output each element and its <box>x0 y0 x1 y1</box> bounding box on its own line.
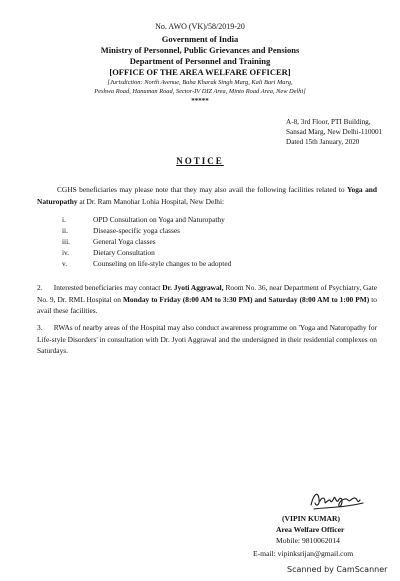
list-item: OPD Consultation on Yoga and Naturopathy <box>93 215 225 224</box>
department-heading: Department of Personnel and Training <box>129 56 271 66</box>
timings-text: Monday to Friday (8:00 AM to 3:30 PM) and Saturday (8:00 AM to 1:00 PM) <box>122 294 370 304</box>
office-heading: [OFFICE OF THE AREA WELFARE OFFICER] <box>109 67 291 77</box>
intro-bold-text: Yoga and Naturopathy <box>37 185 377 206</box>
notice-date: Dated 15th January, 2020 <box>286 138 360 146</box>
paragraph-3 <box>37 322 377 357</box>
intro-paragraph <box>37 184 377 207</box>
para3-text: RWAs of nearby areas of the Hospital may also conduct awareness programme on 'Yoga and Naturopathy for Life-style Disorders' in consultation with Dr. Jyoti Aggrawal and the undersigned in their residential complexes on Saturdays. <box>37 323 377 355</box>
notice-title: NOTICE <box>176 156 224 166</box>
list-item-number: i. <box>62 215 66 224</box>
list-item-number: iii. <box>62 237 71 246</box>
address-line-2: Sansad Marg, New Delhi-110001 <box>286 128 383 136</box>
list-item: Counseling on life-style changes to be adopted <box>93 259 232 268</box>
contact-name: Dr. Jyoti Aggrawal, <box>162 283 224 292</box>
intro-text-1: CGHS beneficiaries may please note that they may also avail the following facilities related to <box>57 185 348 194</box>
paragraph-number: 2. <box>37 283 43 292</box>
signatory-name: (VIPIN KUMAR) <box>282 514 340 523</box>
list-item: Dietary Consultation <box>93 248 155 257</box>
para2-text-2: Room No. 36, near Department of Psychiatry, Gate No. 9, Dr. RML Hospital on <box>37 283 378 304</box>
signatory-mobile: Mobile: 9810062014 <box>276 536 340 545</box>
header-stars: ***** <box>191 97 209 105</box>
scanner-watermark: Scanned by CamScanner <box>287 565 388 574</box>
government-heading: Government of India <box>161 34 239 44</box>
list-item: Disease-specific yoga classes <box>93 226 181 235</box>
signatory-email: E-mail: vipinksrijan@gmail.com <box>253 549 354 558</box>
para2-text-1: Interested beneficiaries may contact <box>53 283 163 292</box>
address-line-1: A-8, 3rd Floor, PTI Building, <box>286 118 371 126</box>
list-item-number: v. <box>62 259 68 268</box>
list-item-number: iv. <box>62 248 70 257</box>
signatory-title: Area Welfare Officer <box>276 525 345 534</box>
list-item-number: ii. <box>62 226 68 235</box>
ministry-heading: Ministry of Personnel, Public Grievances and Pensions <box>100 45 300 55</box>
list-item: General Yoga classes <box>93 237 156 246</box>
intro-text-2: at Dr. Ram Manohar Lohia Hospital, New Delhi: <box>77 196 225 206</box>
paragraph-2 <box>37 282 377 317</box>
paragraph-number: 3. <box>37 323 43 332</box>
para2-text-3: to avail these facilities. <box>37 294 377 315</box>
jurisdiction-line-2: Peshwa Road, Hanuman Road, Sector-IV DIZ Area, Minto Road Area, New Delhi] <box>94 88 306 95</box>
jurisdiction-line-1: [Jurisdiction: North Avenue, Baba Kharak Singh Marg, Kali Bari Marg, <box>107 79 293 86</box>
file-number: No. AWO (VK)/58/2019-20 <box>155 22 245 31</box>
signature-image <box>308 485 366 513</box>
